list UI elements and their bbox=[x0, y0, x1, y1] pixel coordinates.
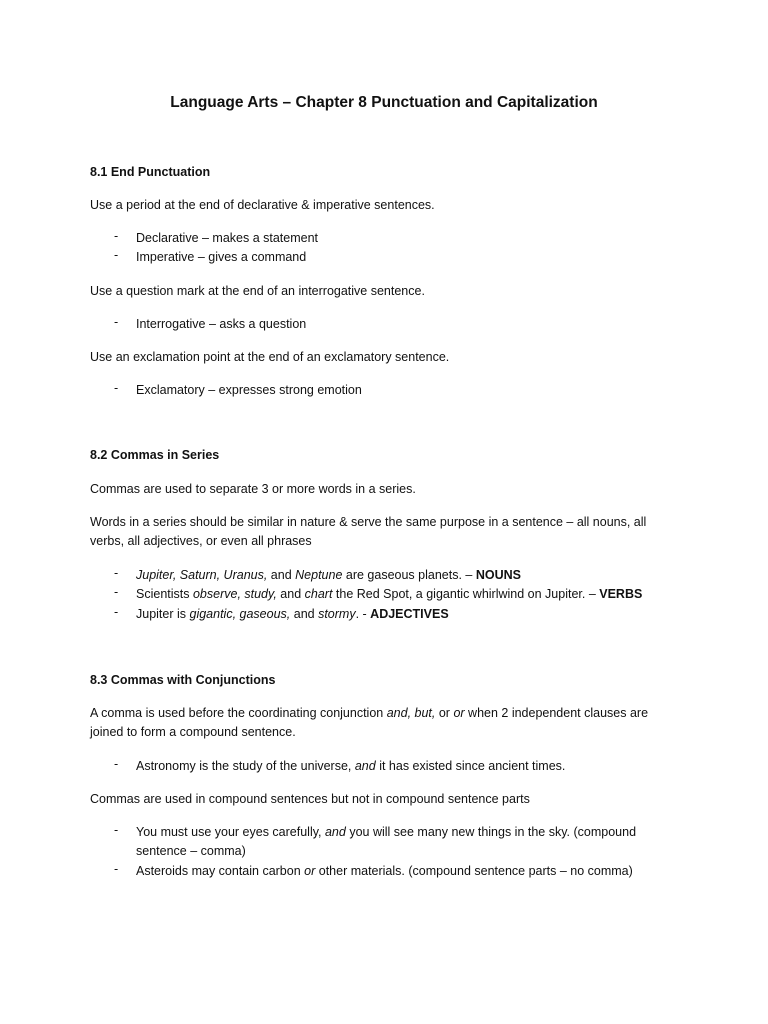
list-item: Jupiter is gigantic, gaseous, and stormy. - ADJECTIVES bbox=[136, 607, 449, 621]
bullet-marker: - bbox=[114, 605, 119, 619]
list-item: Interrogative – asks a question bbox=[136, 317, 307, 331]
page-title: Language Arts – Chapter 8 Punctuation and Capitalization bbox=[170, 94, 598, 111]
list-item: Declarative – makes a statement bbox=[136, 231, 319, 245]
paragraph: Use a question mark at the end of an interrogative sentence. bbox=[90, 284, 425, 298]
list-item: Astronomy is the study of the universe, and it has existed since ancient times. bbox=[136, 759, 566, 773]
list-item: Scientists observe, study, and chart the Red Spot, a gigantic whirlwind on Jupiter. – VERBS bbox=[136, 587, 643, 601]
paragraph: A comma is used before the coordinating conjunction and, but, or or when 2 independent clauses are joined to form a compound sentence. bbox=[90, 706, 649, 739]
paragraph: Use an exclamation point at the end of an exclamatory sentence. bbox=[90, 350, 450, 364]
paragraph: Use a period at the end of declarative & imperative sentences. bbox=[90, 198, 435, 212]
paragraph: Commas are used to separate 3 or more words in a series. bbox=[90, 482, 416, 496]
list-item: Asteroids may contain carbon or other materials. (compound sentence parts – no comma) bbox=[136, 864, 633, 878]
bullet-marker: - bbox=[114, 229, 119, 243]
bullet-marker: - bbox=[114, 757, 119, 771]
list-item: Imperative – gives a command bbox=[136, 250, 307, 264]
bullet-marker: - bbox=[114, 823, 119, 837]
section-heading-8-3: 8.3 Commas with Conjunctions bbox=[90, 673, 276, 687]
section-heading-8-1: 8.1 End Punctuation bbox=[90, 165, 211, 179]
list-item: Exclamatory – expresses strong emotion bbox=[136, 383, 362, 397]
bullet-marker: - bbox=[114, 248, 119, 262]
paragraph: Words in a series should be similar in nature & serve the same purpose in a sentence – all nouns, all verbs, all adjectives, or even all phrases bbox=[90, 515, 647, 548]
bullet-marker: - bbox=[114, 585, 119, 599]
bullet-marker: - bbox=[114, 862, 119, 876]
list-item: Jupiter, Saturn, Uranus, and Neptune are gaseous planets. – NOUNS bbox=[136, 568, 521, 582]
list-item: You must use your eyes carefully, and you will see many new things in the sky. (compound sentence – comma) bbox=[136, 825, 637, 858]
bullet-marker: - bbox=[114, 566, 119, 580]
bullet-marker: - bbox=[114, 381, 119, 395]
bullet-marker: - bbox=[114, 315, 119, 329]
section-heading-8-2: 8.2 Commas in Series bbox=[90, 448, 220, 462]
paragraph: Commas are used in compound sentences but not in compound sentence parts bbox=[90, 792, 530, 806]
